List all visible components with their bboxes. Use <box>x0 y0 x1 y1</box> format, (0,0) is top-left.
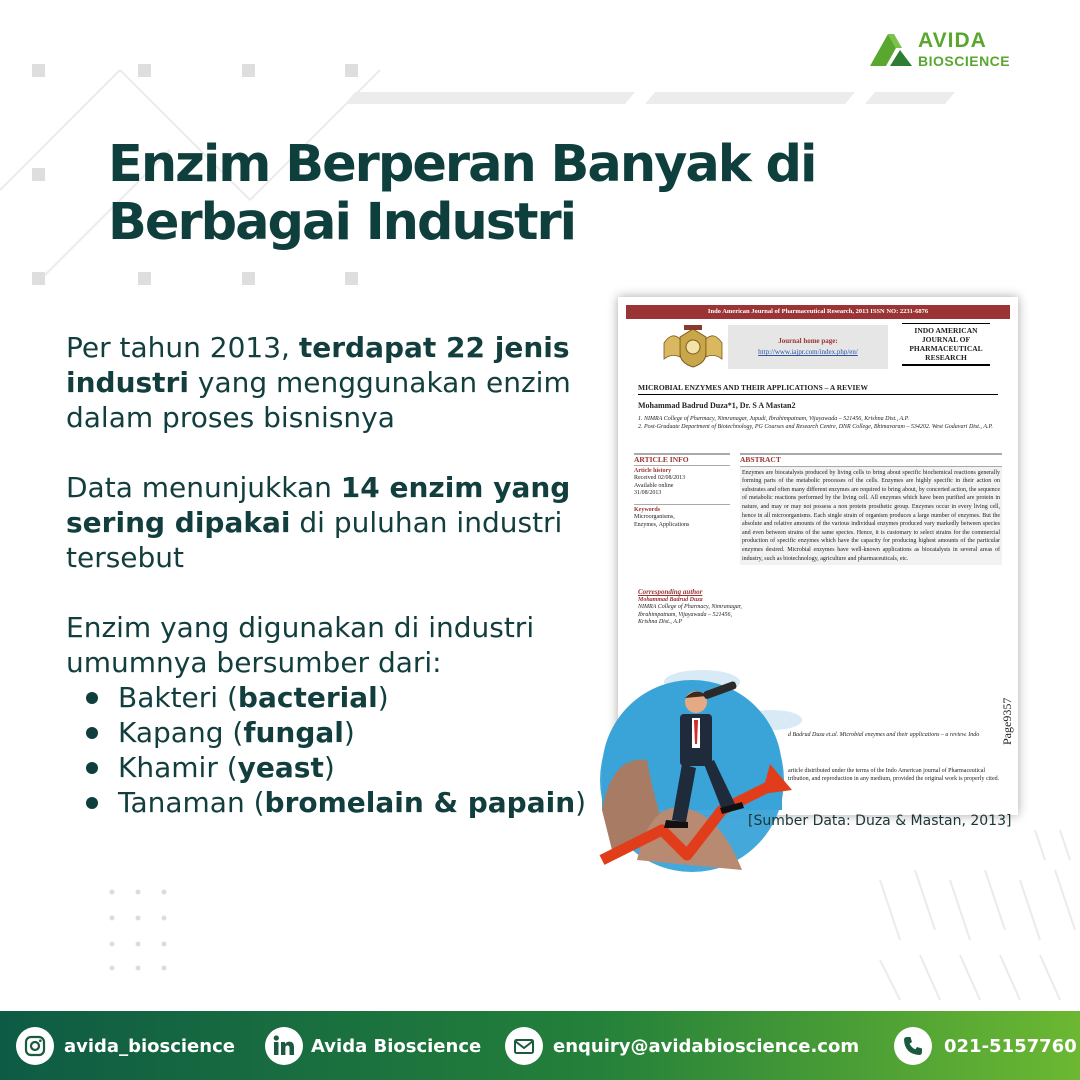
text: di puluhan industri tersebut <box>66 506 563 574</box>
abstract-text: Enzymes are biocatalysts produced by living cells to bring about specific biochemical reactions generally forming parts of the metabolic processes of the cells. Enzymes are highly specific in their action on substrates and often many different enzymes are required to bring about, by concerted action, the sequence of metabolic reactions performed by the living cell. All enzymes which have been purified are protein in nature, and may or may not possess a non protein prosthetic group. Enzymes occur in every living cell, hence in all microorganisms. Each single strain of organism produces a large number of enzymes. But the absolute and relative amounts of the various individual enzymes produced vary markedly between species and even between strains of the same species. Hence, it is customary to select strains for the commercial production of specific enzymes which have the capacity for producing highest amounts of the particular enzymes desired. Microbial enzymes have well-known applications as biocatalysts in several areas of industry, such as biotechnology, agriculture and pharmaceuticals, etc. <box>740 467 1002 566</box>
phone-number: 021-5157760 <box>944 1035 1077 1057</box>
journal-name: INDO AMERICAN JOURNAL OF PHARMACEUTICAL RESEARCH <box>902 323 990 366</box>
text-bold: yeast <box>237 751 324 784</box>
keywords-text: Microorganisms, Enzymes, Applications <box>634 514 690 528</box>
text-bold: fungal <box>243 716 344 749</box>
text: Tanaman ( <box>118 786 265 819</box>
text: Bakteri ( <box>118 681 238 714</box>
list-item <box>84 715 586 750</box>
title-line-2: Berbagai Industri <box>108 193 576 252</box>
paragraph-industry-count <box>66 330 606 435</box>
corr-address: NIMRA College of Pharmacy, Nimranagar, Ibrahimpatnam, Vijayawada – 521456, Krishna Dist., A.P <box>638 604 742 625</box>
keywords-heading: Keywords <box>634 506 660 513</box>
abstract-block <box>740 453 1002 565</box>
text-bold: terdapat 22 jenis industri <box>66 331 570 399</box>
logo-wordmark-line1: AVIDA <box>918 29 987 52</box>
decor-square <box>242 272 255 285</box>
text: Data menunjukkan <box>66 471 341 504</box>
logo-wordmark-line2: BIOSCIENCE <box>918 53 1011 69</box>
text: ) <box>575 786 587 819</box>
text: ) <box>377 681 389 714</box>
home-label: Journal home page: <box>778 337 838 345</box>
text: ) <box>323 751 335 784</box>
home-url: http://www.iajpr.com/index.php/en/ <box>758 348 858 356</box>
paper-header-bar: Indo American Journal of Pharmaceutical Research, 2013 ISSN NO: 2231-6876 <box>626 305 1010 319</box>
decor-band <box>865 92 955 104</box>
email-address: enquiry@avidabioscience.com <box>553 1035 860 1057</box>
paper-authors: Mohammad Badrud Duza*1, Dr. S A Mastan2 <box>638 401 796 410</box>
mail-icon <box>505 1027 543 1065</box>
avida-leaf-logo-icon <box>868 30 914 68</box>
text: yang menggunakan enzim dalam proses bisnisnya <box>66 366 571 434</box>
abstract-heading: ABSTRACT <box>740 453 1002 467</box>
footer-phone[interactable] <box>894 1027 1077 1065</box>
decor-square <box>32 64 45 77</box>
page-title <box>108 136 928 252</box>
businessman-telescope-illustration <box>592 660 812 880</box>
decor-square <box>345 272 358 285</box>
corresponding-author <box>638 589 748 627</box>
linkedin-name: Avida Bioscience <box>311 1035 482 1057</box>
sources-list <box>84 680 586 820</box>
footer-email[interactable] <box>505 1027 859 1065</box>
journal-crest-icon <box>658 323 728 371</box>
footer-instagram[interactable] <box>16 1027 235 1065</box>
history-text: Received 02/08/2013 Available online 31/08/2013 <box>634 475 686 496</box>
decor-square <box>32 168 45 181</box>
text-bold: bromelain & papain <box>264 786 576 819</box>
phone-icon <box>894 1027 932 1065</box>
article-info <box>634 453 730 529</box>
instagram-icon <box>16 1027 54 1065</box>
article-info-heading: ARTICLE INFO <box>634 453 730 466</box>
corr-heading: Corresponding author <box>638 588 703 596</box>
paragraph-enzyme-sources: Enzim yang digunakan di industri umumnya bersumber dari: <box>66 611 535 679</box>
decor-square <box>138 64 151 77</box>
text: Per tahun 2013, <box>66 331 299 364</box>
source-citation: [Sumber Data: Duza & Mastan, 2013] <box>748 813 1012 829</box>
paper-citation: d Badrud Duza et.al. Microbial enzymes and their applications – a review. Indo <box>788 732 980 738</box>
contact-footer <box>0 1011 1080 1080</box>
text: ) <box>343 716 355 749</box>
list-item <box>84 680 586 715</box>
text-bold: bacterial <box>237 681 378 714</box>
paper-title: MICROBIAL ENZYMES AND THEIR APPLICATIONS – A REVIEW <box>638 383 998 395</box>
corr-name: Mohammad Badrud Duza <box>638 596 703 603</box>
journal-home-box <box>728 325 888 369</box>
list-item <box>84 785 586 820</box>
list-item <box>84 750 586 785</box>
decor-square <box>345 64 358 77</box>
affiliation-2: 2. Post-Graduate Department of Biotechnology, PG Courses and Research Centre, DNR College, Bhimavaram – 534202. West Godavari Dist., A.P. <box>638 424 993 430</box>
paragraph-enzyme-count <box>66 470 606 575</box>
paper-license: article distributed under the terms of the Indo American journal of Pharmaceutical tribution, and reproduction in any medium, provided the original work is properly cited. <box>788 768 1000 782</box>
text: Kapang ( <box>118 716 244 749</box>
decor-band <box>345 92 635 104</box>
history-heading: Article history <box>634 467 672 474</box>
text-bold: 14 enzim yang sering dipakai <box>66 471 571 539</box>
brand-logo <box>868 30 1058 70</box>
decor-square <box>242 64 255 77</box>
decor-band <box>645 92 855 104</box>
affiliation-1: 1. NIMRA College of Pharmacy, Nimranagar, Jupudi, Ibrahimpatnam, Vijayawada – 521456, Krishna Dist., A.P. <box>638 416 910 422</box>
page-number: Page9357 <box>1000 697 1014 745</box>
footer-linkedin[interactable] <box>265 1027 481 1065</box>
instagram-handle: avida_bioscience <box>64 1035 235 1057</box>
title-line-1: Enzim Berperan Banyak di <box>108 135 816 194</box>
linkedin-icon <box>265 1027 303 1065</box>
decor-square <box>32 272 45 285</box>
paper-affiliations <box>638 415 998 431</box>
decor-square <box>138 272 151 285</box>
text: Khamir ( <box>118 751 238 784</box>
